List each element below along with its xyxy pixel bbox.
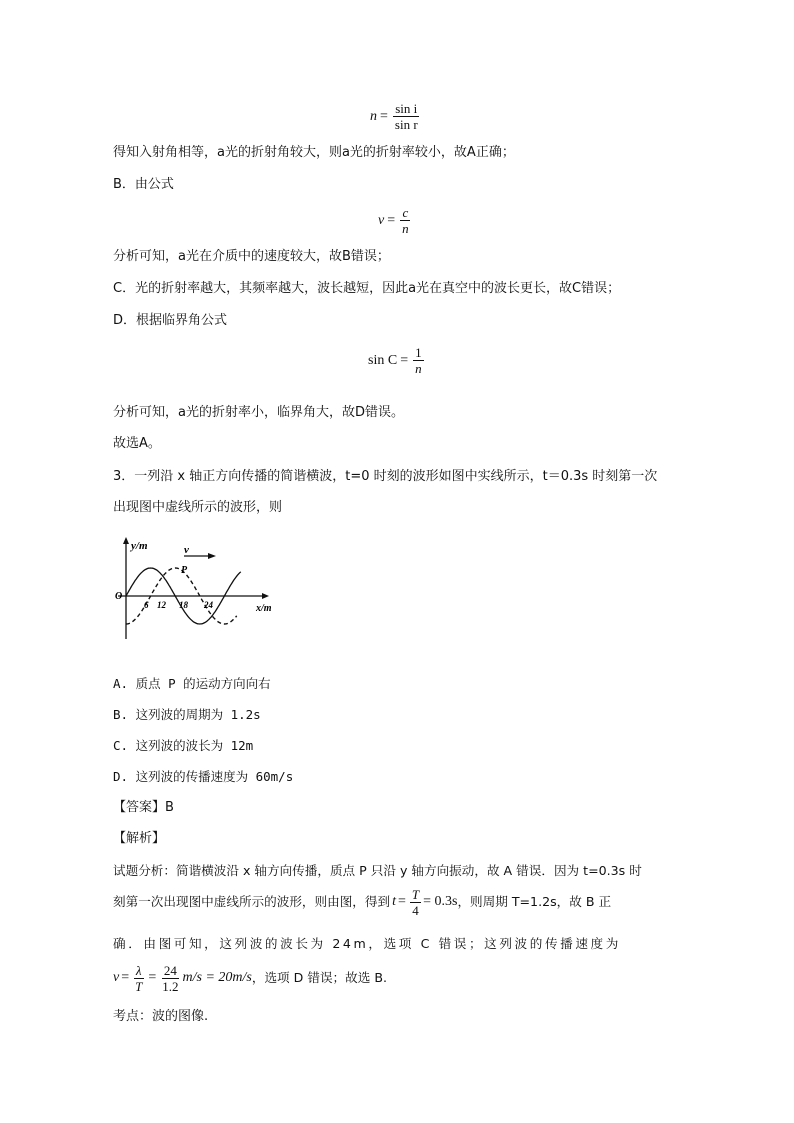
answer-tag: 【答案】 — [113, 800, 166, 815]
formula-refraction-index — [370, 101, 422, 132]
formula-t-rhs: = 0.3s — [423, 894, 458, 909]
point-label: P — [181, 565, 188, 576]
formula-fraction — [400, 205, 411, 236]
wave-figure — [112, 535, 282, 645]
tick-label-18: 18 — [179, 600, 188, 610]
y-axis-label: y/m — [131, 540, 148, 552]
answer-line — [113, 798, 174, 818]
question-3-line-2: 出现图中虚线所示的波形，则 — [113, 500, 283, 515]
formula-t-fraction — [410, 887, 421, 918]
text-line: 分析可知，a光的折射率小，临界角大，故D错误。 — [113, 405, 404, 420]
text-line: C．光的折射率越大，其频率越大，波长越短，因此a光在真空中的波长更长，故C错误； — [113, 281, 621, 296]
velocity-label: v — [184, 544, 189, 556]
analysis-line-3: 确．由图可知，这列波的波长为 24m，选项 C 错误；这列波的传播速度为 — [113, 936, 621, 951]
formula-v-lhs: v — [113, 970, 120, 985]
formula-eq: = — [380, 108, 388, 124]
analysis-line-1: 试题分析：简谐横波沿 x 轴方向传播，质点 P 只沿 y 轴方向振动，故 A 错误．因为 t=0.3s 时 — [113, 863, 642, 878]
formula-v-rhs: m/s = 20m/s — [182, 970, 252, 985]
formula-lhs: sin C — [368, 352, 398, 368]
analysis-tag: 【解析】 — [113, 831, 166, 846]
formula-v-denominator-2: 1.2 — [162, 978, 179, 994]
formula-v-denominator-1: T — [135, 978, 143, 994]
x-axis-arrow — [262, 593, 269, 599]
formula-t-denominator: 4 — [412, 902, 419, 918]
formula-fraction — [413, 345, 424, 376]
option-d: D. 这列波的传播速度为 60m/s — [113, 769, 294, 784]
formula-eq: = — [400, 352, 409, 368]
formula-eq: = — [121, 970, 130, 985]
formula-lhs: v — [378, 212, 385, 228]
text-line: 得知入射角相等，a光的折射角较大，则a光的折射率较小，故A正确； — [113, 145, 515, 160]
formula-denominator: n — [415, 361, 422, 376]
formula-eq: = — [148, 970, 157, 985]
analysis-line-2-post: ，则周期 T=1.2s，故 B 正 — [457, 894, 612, 909]
formula-numerator: sin i — [395, 101, 418, 116]
answer-value: B — [165, 800, 174, 815]
option-b: B. 这列波的周期为 1.2s — [113, 707, 261, 722]
text-line: D．根据临界角公式 — [113, 313, 228, 328]
analysis-line-4 — [113, 958, 387, 998]
formula-denominator: n — [402, 221, 409, 236]
formula-eq: = — [397, 894, 406, 909]
formula-fraction — [393, 101, 420, 132]
tick-label-6: 6 — [144, 600, 149, 610]
tick-label-24: 24 — [204, 600, 213, 610]
formula-numerator: 1 — [415, 345, 422, 360]
formula-lhs: n — [370, 108, 377, 124]
formula-t-lhs: t — [392, 894, 396, 909]
analysis-topic: 考点：波的图像. — [113, 1009, 209, 1024]
formula-denominator: sin r — [394, 117, 418, 132]
formula-v-fraction-2 — [160, 963, 180, 994]
formula-v-fraction-1 — [133, 963, 144, 994]
velocity-arrowhead — [208, 553, 216, 559]
analysis-line-2 — [113, 884, 611, 920]
y-axis-arrow — [123, 537, 129, 544]
formula-critical-angle — [368, 345, 426, 376]
option-a: A. 质点 P 的运动方向向右 — [113, 676, 271, 691]
text-line: 故选A。 — [113, 436, 161, 451]
formula-v-numerator-2: 24 — [163, 962, 177, 978]
analysis-line-2-pre: 刻第一次出现图中虚线所示的波形，则由图，得到 — [113, 894, 391, 909]
formula-v-numerator-1: λ — [135, 962, 142, 978]
origin-label: O — [115, 591, 123, 602]
analysis-line-4-post: ，选项 D 错误；故选 B. — [251, 970, 387, 985]
question-3-line-1: 3．一列沿 x 轴正方向传播的简谐横波，t=0 时刻的波形如图中实线所示，t＝0.3s 时刻第一次 — [113, 469, 658, 484]
formula-speed — [378, 205, 413, 236]
text-line: 分析可知，a光在介质中的速度较大，故B错误； — [113, 249, 390, 264]
tick-label-12: 12 — [157, 600, 166, 610]
x-axis-label: x/m — [256, 603, 272, 614]
formula-t-numerator: T — [411, 886, 420, 902]
option-c: C. 这列波的波长为 12m — [113, 738, 254, 753]
formula-eq: = — [387, 212, 396, 228]
formula-numerator: c — [402, 205, 409, 220]
text-line: B．由公式 — [113, 177, 174, 192]
